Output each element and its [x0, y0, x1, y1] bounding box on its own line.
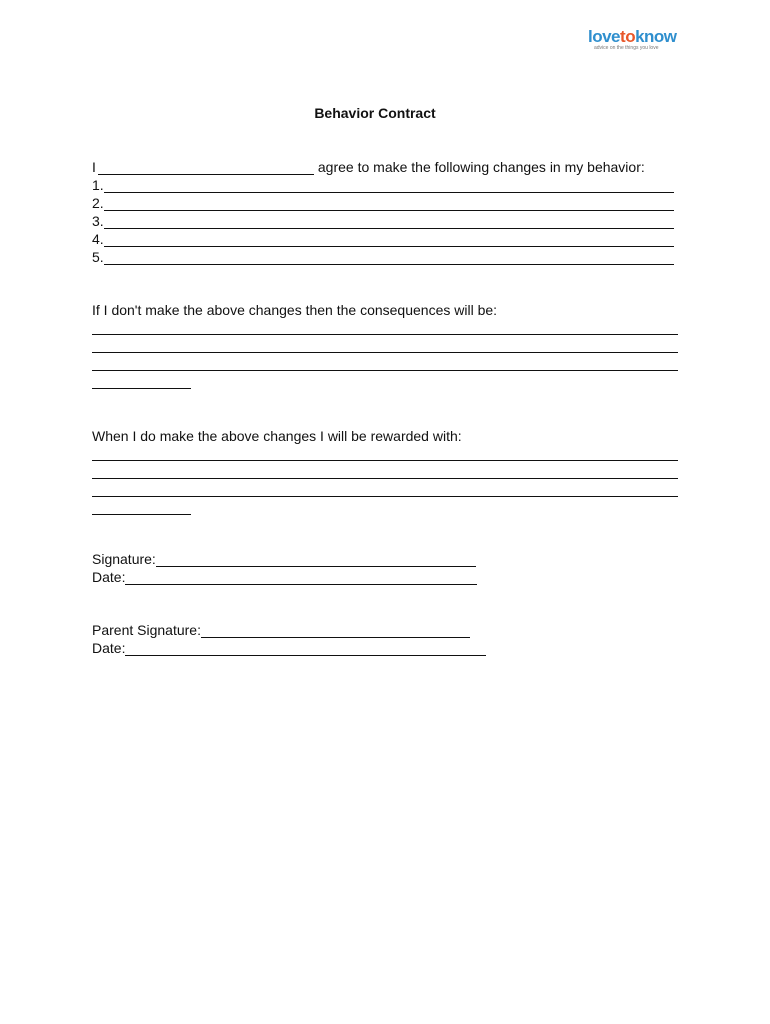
document-title: Behavior Contract	[314, 105, 436, 121]
logo-word-to: to	[620, 27, 636, 46]
parent-date-label: Date:	[92, 640, 126, 656]
rewards-blank-line[interactable]	[92, 460, 678, 461]
change-number: 5.	[92, 249, 104, 265]
consequences-blank-line[interactable]	[92, 334, 678, 335]
change-blank[interactable]	[104, 233, 674, 247]
date-label: Date:	[92, 569, 126, 585]
change-row-2	[92, 195, 674, 211]
parent-signature-label: Parent Signature:	[92, 622, 201, 638]
rewards-blank-line[interactable]	[92, 478, 678, 479]
change-row-4	[92, 231, 674, 247]
change-blank[interactable]	[104, 251, 674, 265]
date-blank[interactable]	[125, 571, 477, 585]
change-blank[interactable]	[104, 179, 674, 193]
lovetoknow-logo	[588, 28, 683, 56]
change-number: 3.	[92, 213, 104, 229]
consequences-blank-line[interactable]	[92, 352, 678, 353]
date-row	[92, 569, 477, 585]
change-row-1	[92, 177, 674, 193]
signature-blank[interactable]	[156, 553, 476, 567]
logo-word-know: know	[635, 27, 677, 46]
change-number: 4.	[92, 231, 104, 247]
pledge-suffix: agree to make the following changes in my behavior:	[317, 159, 645, 175]
change-blank[interactable]	[104, 215, 674, 229]
parent-signature-blank[interactable]	[201, 624, 470, 638]
logo-wordmark	[588, 28, 683, 45]
logo-tagline: advice on the things you love	[594, 45, 659, 51]
change-number: 1.	[92, 177, 104, 193]
parent-date-blank[interactable]	[125, 642, 486, 656]
consequences-blank-line[interactable]	[92, 388, 191, 389]
change-row-5	[92, 249, 674, 265]
signature-row	[92, 551, 476, 567]
consequences-blank-line[interactable]	[92, 370, 678, 371]
parent-date-row	[92, 640, 486, 656]
change-number: 2.	[92, 195, 104, 211]
name-blank[interactable]	[98, 161, 314, 175]
change-blank[interactable]	[104, 197, 674, 211]
rewards-blank-line[interactable]	[92, 496, 678, 497]
consequences-label: If I don't make the above changes then the consequences will be:	[92, 302, 498, 318]
pledge-prefix: I	[92, 159, 96, 175]
signature-label: Signature:	[92, 551, 156, 567]
rewards-blank-line[interactable]	[92, 514, 191, 515]
parent-signature-row	[92, 622, 470, 638]
pledge-line	[92, 159, 645, 175]
rewards-label: When I do make the above changes I will be rewarded with:	[92, 428, 462, 444]
change-row-3	[92, 213, 674, 229]
logo-word-love: love	[588, 27, 621, 46]
